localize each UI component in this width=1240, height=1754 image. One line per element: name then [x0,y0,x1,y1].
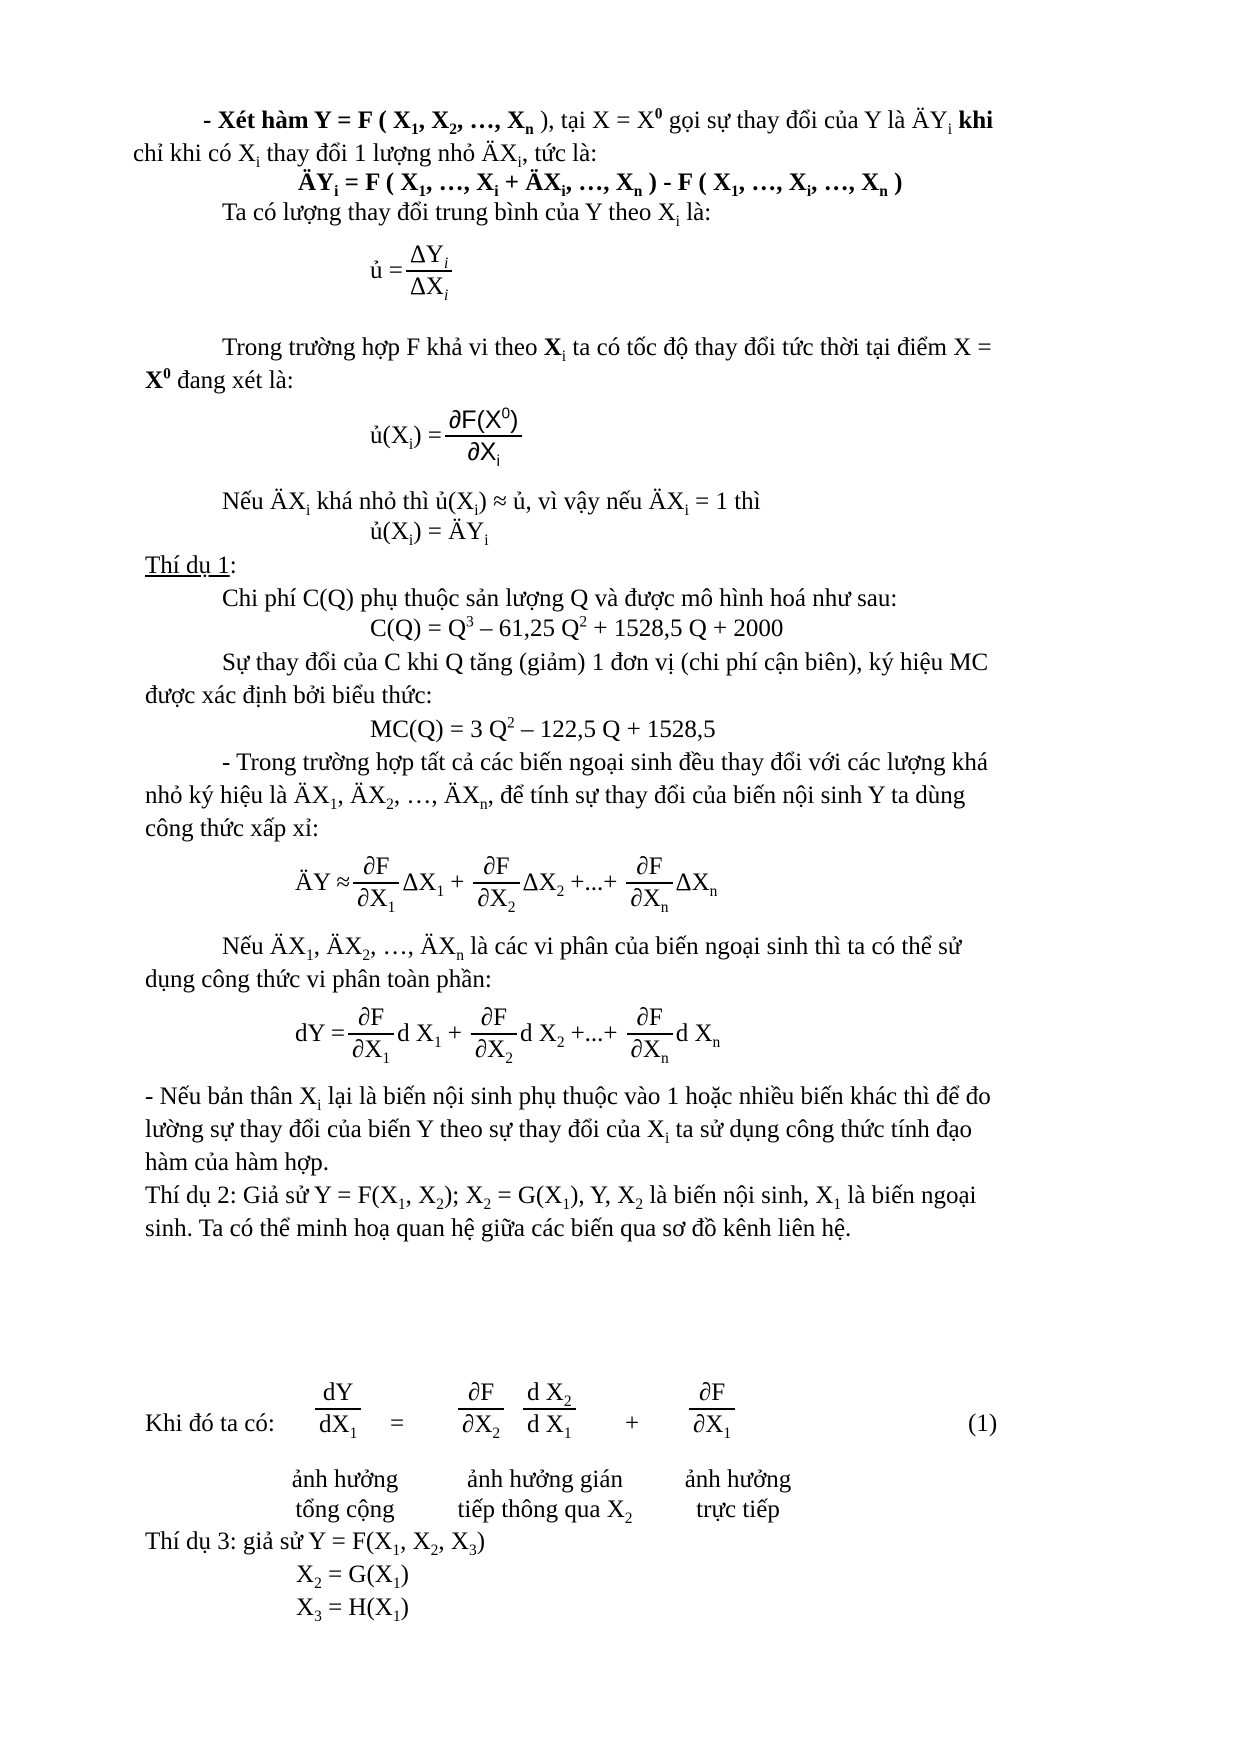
example-3-line-1: Thí dụ 3: giả sử $Y = F(X_1$, $X_2$, $X_3$) [145,1528,486,1559]
indirect-effect-derivative: $\frac{d X_2}{d X_1}$ [523,1378,576,1440]
exogenous-line-2: nhỏ ký hiệu là $ÄX_1$, $ÄX_2$, …, $ÄX_n$, để tính sự thay đổi của biến nội sinh Y ta dùng [145,782,966,813]
equals-sign: = [390,1410,405,1437]
intro-line-2: chỉ khi có $X_i$ thay đổi 1 lượng nhỏ $ÄX_i$, tức là: [133,140,598,171]
example-1-heading: Thí dụ 1: [145,552,237,579]
example-2-line-2: sinh. Ta có thể minh hoạ quan hệ giữa các biến qua sơ đồ kênh liên hệ. [145,1215,852,1242]
indirect-effect-partial: $\frac{\partial F}{\partial X_2}$ [458,1378,504,1440]
average-change-formula: ủ = $\frac{\Delta Y_i}{\Delta X_i}$ [370,240,455,302]
caption-indirect-effect: ảnh hưởng gián tiếp thông qua $X_2$ [457,1466,633,1527]
exogenous-line-3: công thức xấp xỉ: [145,815,319,842]
plus-sign: + [625,1410,640,1437]
total-effect-fraction: $\frac{dY}{dX_1}$ [315,1378,361,1440]
composite-line-1: - Nếu bản thân $X_i$ lại là biến nội sinh phụ thuộc vào 1 hoặc nhiều biến khác thì để đo [145,1083,991,1114]
fraction: $\frac{\partial F}{\partial X_1}$ [348,1003,394,1065]
composite-line-2: lường sự thay đổi của biến Y theo sự thay đổi của $X_i$ ta sử dụng công thức tính đạo [145,1116,973,1147]
cost-function: $C(Q) = Q^3 - 61,25$ $Q^2 + 1528,5$ Q + 2000 [370,613,784,642]
instant-rate-formula: $ủ(X_i)$ = $\frac{\partial F(X^0)}{\partial X_i}$ [370,405,525,467]
fraction: $\frac{\partial F}{\partial X_2}$ [473,852,519,914]
intro-line-1: - Xét hàm Y = F ( $X_1$, $X_2$, …, $X_n$ ), tại $X = X^0$ gọi sự thay đổi của Y là $ÄY_i$ khi [203,105,994,138]
approximation-formula: ÄY ≈ $\frac{\partial F}{\partial X_1}$ $\Delta X_1$ + $\frac{\partial F}{\partial X_2}$ $\Delta X_2$ +...+ $\frac{\partial F}{\partial X_n}$ $\Delta X_n$ [295,853,718,916]
composite-line-3: hàm của hàm hợp. [145,1149,329,1176]
fraction: $\frac{\partial F}{\partial X_2}$ [471,1003,517,1065]
fraction: $\frac{\partial F(X^0)}{\partial X_i}$ [445,405,523,467]
differentiable-line-2: $X^0$ đang xét là: [145,365,294,394]
marginal-cost-function: MC(Q) = 3 $Q^2 - 122,5$ Q + 1528,5 [370,714,716,743]
example-3-h: $X_3 = H(X_1)$ [296,1594,409,1625]
differential-line-2: dụng công thức vi phân toàn phần: [145,966,492,993]
caption-direct-effect: ảnh hưởng trực tiếp [684,1466,792,1523]
example-2-line-1: Thí dụ 2: Giả sử $Y = F(X_1$, $X_2$); $X_2 = G(X_1)$, Y, $X_2$ là biến nội sinh, $X_1$ là biến ngoại [145,1182,977,1213]
unit-change-formula: $ủ(X_i)$ = $ÄY_i$ [370,518,489,549]
average-change-text: Ta có lượng thay đổi trung bình của Y theo $X_i$ là: [222,199,712,230]
fraction: $\frac{\partial F}{\partial X_1}$ [353,852,399,914]
fraction: $\frac{\Delta Y_i}{\Delta X_i}$ [406,240,452,302]
differentiable-line-1: Trong trường hợp F khả vi theo $X_i$ ta có tốc độ thay đổi tức thời tại điểm X = [222,334,992,365]
fraction: $\frac{\partial F}{\partial X_n}$ [626,852,672,914]
exogenous-line-1: - Trong trường hợp tất cả các biến ngoại sinh đều thay đổi với các lượng khá [222,749,988,776]
fraction: $\frac{\partial F}{\partial X_n}$ [627,1003,673,1065]
marginal-cost-text-2: được xác định bởi biểu thức: [145,682,433,709]
differential-line-1: Nếu $ÄX_1$, $ÄX_2$, …, $ÄX_n$ là các vi phân của biến ngoại sinh thì ta có thể sử [222,933,962,964]
example-1-intro: Chi phí C(Q) phụ thuộc sản lượng Q và được mô hình hoá như sau: [222,585,898,612]
caption-total-effect: ảnh hưởng tổng cộng [291,1466,399,1523]
total-differential-formula: dY = $\frac{\partial F}{\partial X_1}$ d $X_1$ + $\frac{\partial F}{\partial X_2}$ d $X_2$ +...+ $\frac{\partial F}{\partial X_n}$ d $X_n$ [295,1004,721,1067]
delta-y-equation: $ÄY_i = F$ ( $X_1$, …, $X_i$ + $ÄX_i$, …, $X_n$ ) - F ( $X_1$, …, $X_i$, …, $X_n$ ) [298,169,903,200]
chain-rule-intro: Khi đó ta có: [145,1410,275,1437]
small-change-note: Nếu $ÄX_i$ khá nhỏ thì $ủ(X_i)$ ≈ ủ, vì vậy nếu $ÄX_i = 1$ thì [222,488,761,519]
equation-number: (1) [968,1410,998,1437]
example-3-g: $X_2 = G(X_1)$ [296,1561,409,1592]
marginal-cost-text-1: Sự thay đổi của C khi Q tăng (giảm) 1 đơn vị (chi phí cận biên), ký hiệu MC [222,649,989,676]
direct-effect-fraction: $\frac{\partial F}{\partial X_1}$ [689,1378,735,1440]
